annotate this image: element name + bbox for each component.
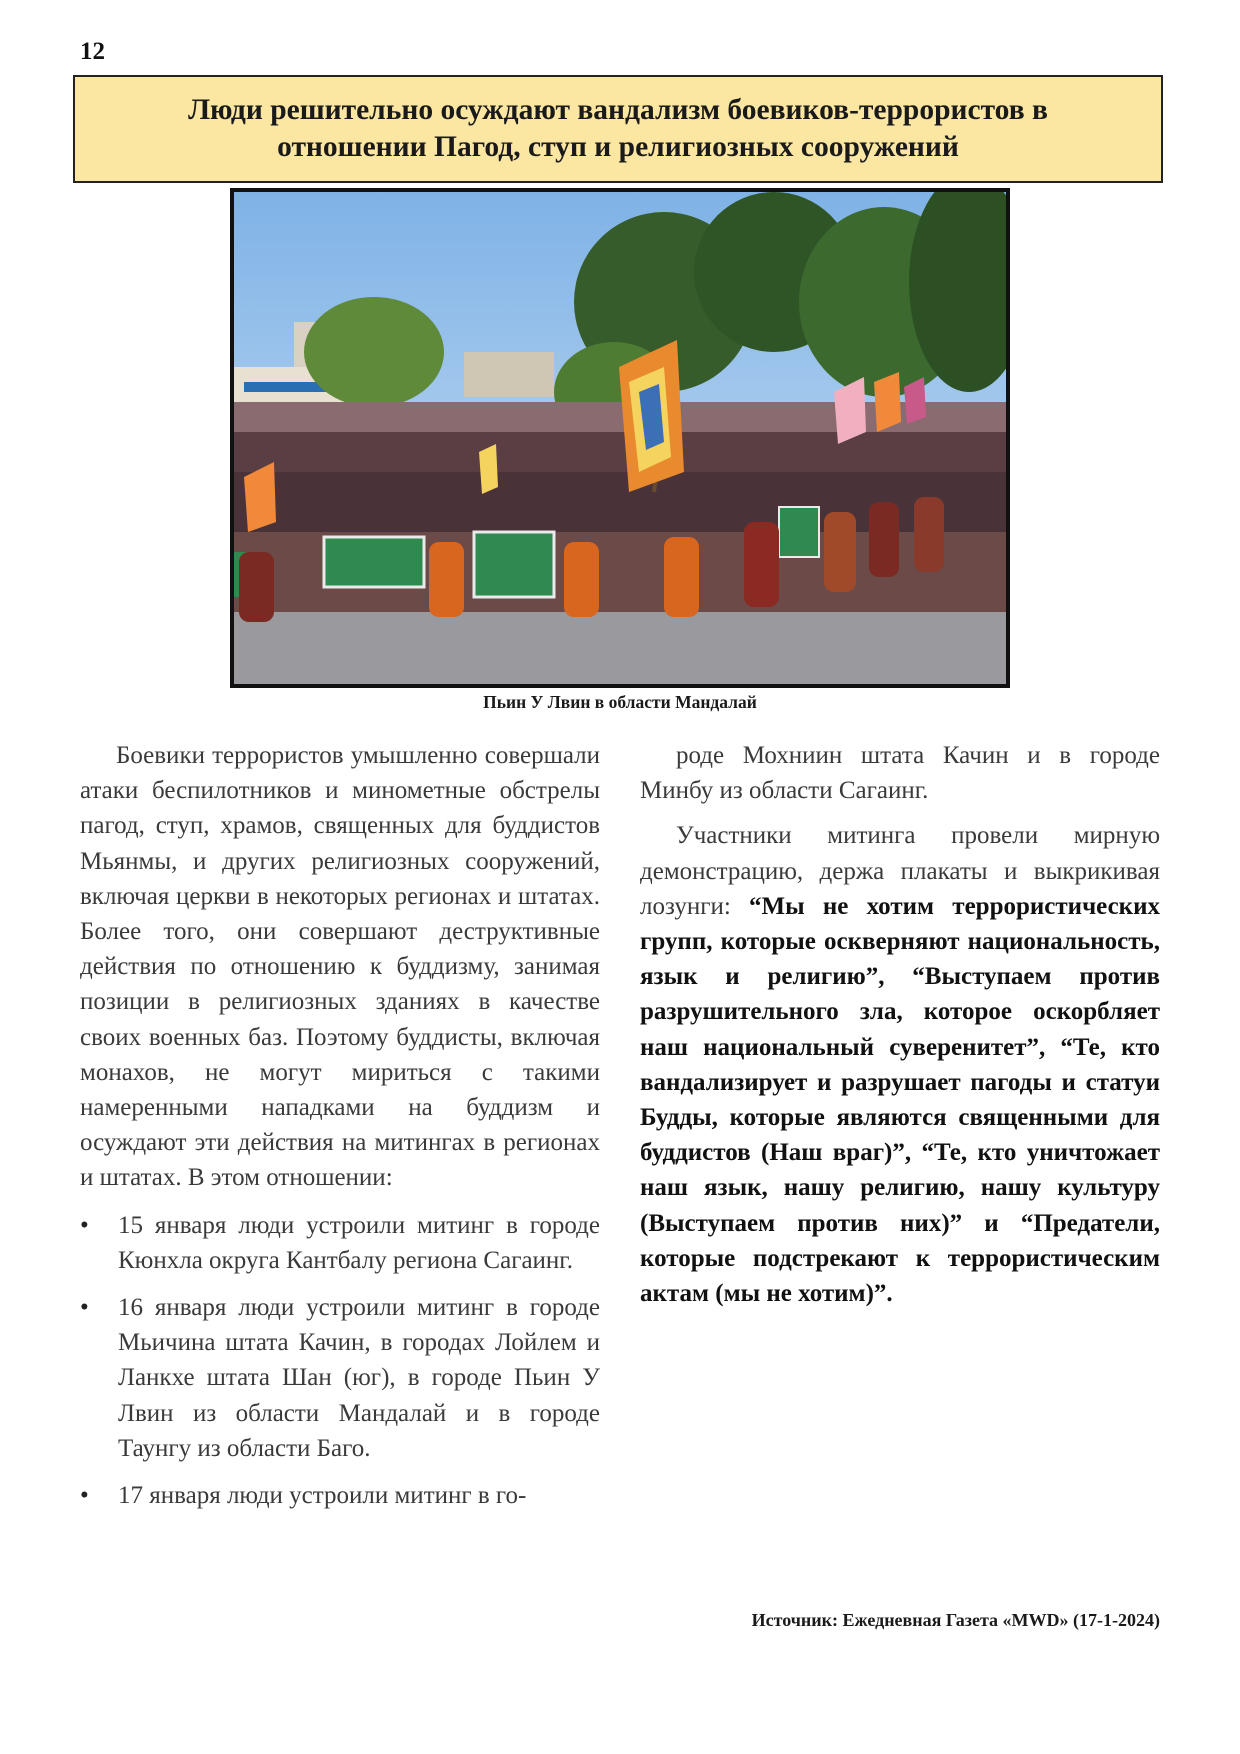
slogans-paragraph xyxy=(640,818,1160,1311)
left-column xyxy=(80,738,600,1525)
rally-intro-text: Участники митинга провели мирную демонстрацию, держа плакаты и выкрикивая лозунги: xyxy=(640,822,1160,920)
continuation-paragraph: роде Мохниин штата Качин и в городе Минбу из области Сагаинг. xyxy=(640,742,1160,805)
photo-caption: Пьин У Лвин в области Мандалай xyxy=(483,692,757,712)
article-title: Люди решительно осуждают вандализм боевиков-террористов в отношении Пагод, ступ и религиозных сооружений xyxy=(188,94,1048,163)
list-item: • 16 января люди устроили митинг в городе Мьичина штата Качин, в городах Лойлем и Ланкхе штата Шан (юг), в городе Пьин У Лвин из области Мандалай и в городе Таунгу из области Баго. xyxy=(80,1290,600,1466)
list-item: • 15 января люди устроили митинг в городе Кюнхла округа Кантбалу региона Сагаинг. xyxy=(80,1208,600,1278)
rally-list xyxy=(80,1208,600,1514)
title-box xyxy=(73,75,1163,183)
intro-paragraph: Боевики террористов умышленно совершали атаки беспилотников и минометные обстрелы пагод, ступ, храмов, священных для буддистов Мьянмы, и других религиозных сооружений, включая церкви в некоторых регионах и штатах. Более того, они совершают деструктивные действия по отношению к буддизму, занимая позиции в религиозных зданиях в качестве своих военных баз. Поэтому буддисты, включая монахов, не могут мириться с такими намеренными нападками на буддизм и осуждают эти действия на митингах в регионах и штатах. В этом отношении: xyxy=(80,742,600,1192)
list-item: • 17 января люди устроили митинг в го- xyxy=(80,1478,600,1513)
page-number: 12 xyxy=(80,38,105,65)
rally-photo xyxy=(230,188,1010,688)
slogans-text: “Мы не хотим террористических групп, которые оскверняют национальность, язык и религию”, “Выступаем против разрушительного зла, которое оскорбляет наш национальный суверенитет”, “Те, кто вандализирует и разрушает пагоды и статуи Будды, которые являются священными для буддистов (Наш враг)”, “Те, кто уничтожает наш язык, нашу религию, нашу культуру (Выступаем против них)” и “Предатели, которые подстрекают к террористическим актам (мы не хотим)”. xyxy=(640,892,1160,1308)
rally-photo-illustration xyxy=(234,192,1006,684)
source-note: Источник: Ежедневная Газета «MWD» (17-1-2024) xyxy=(751,1610,1160,1630)
right-column xyxy=(640,738,1160,1311)
